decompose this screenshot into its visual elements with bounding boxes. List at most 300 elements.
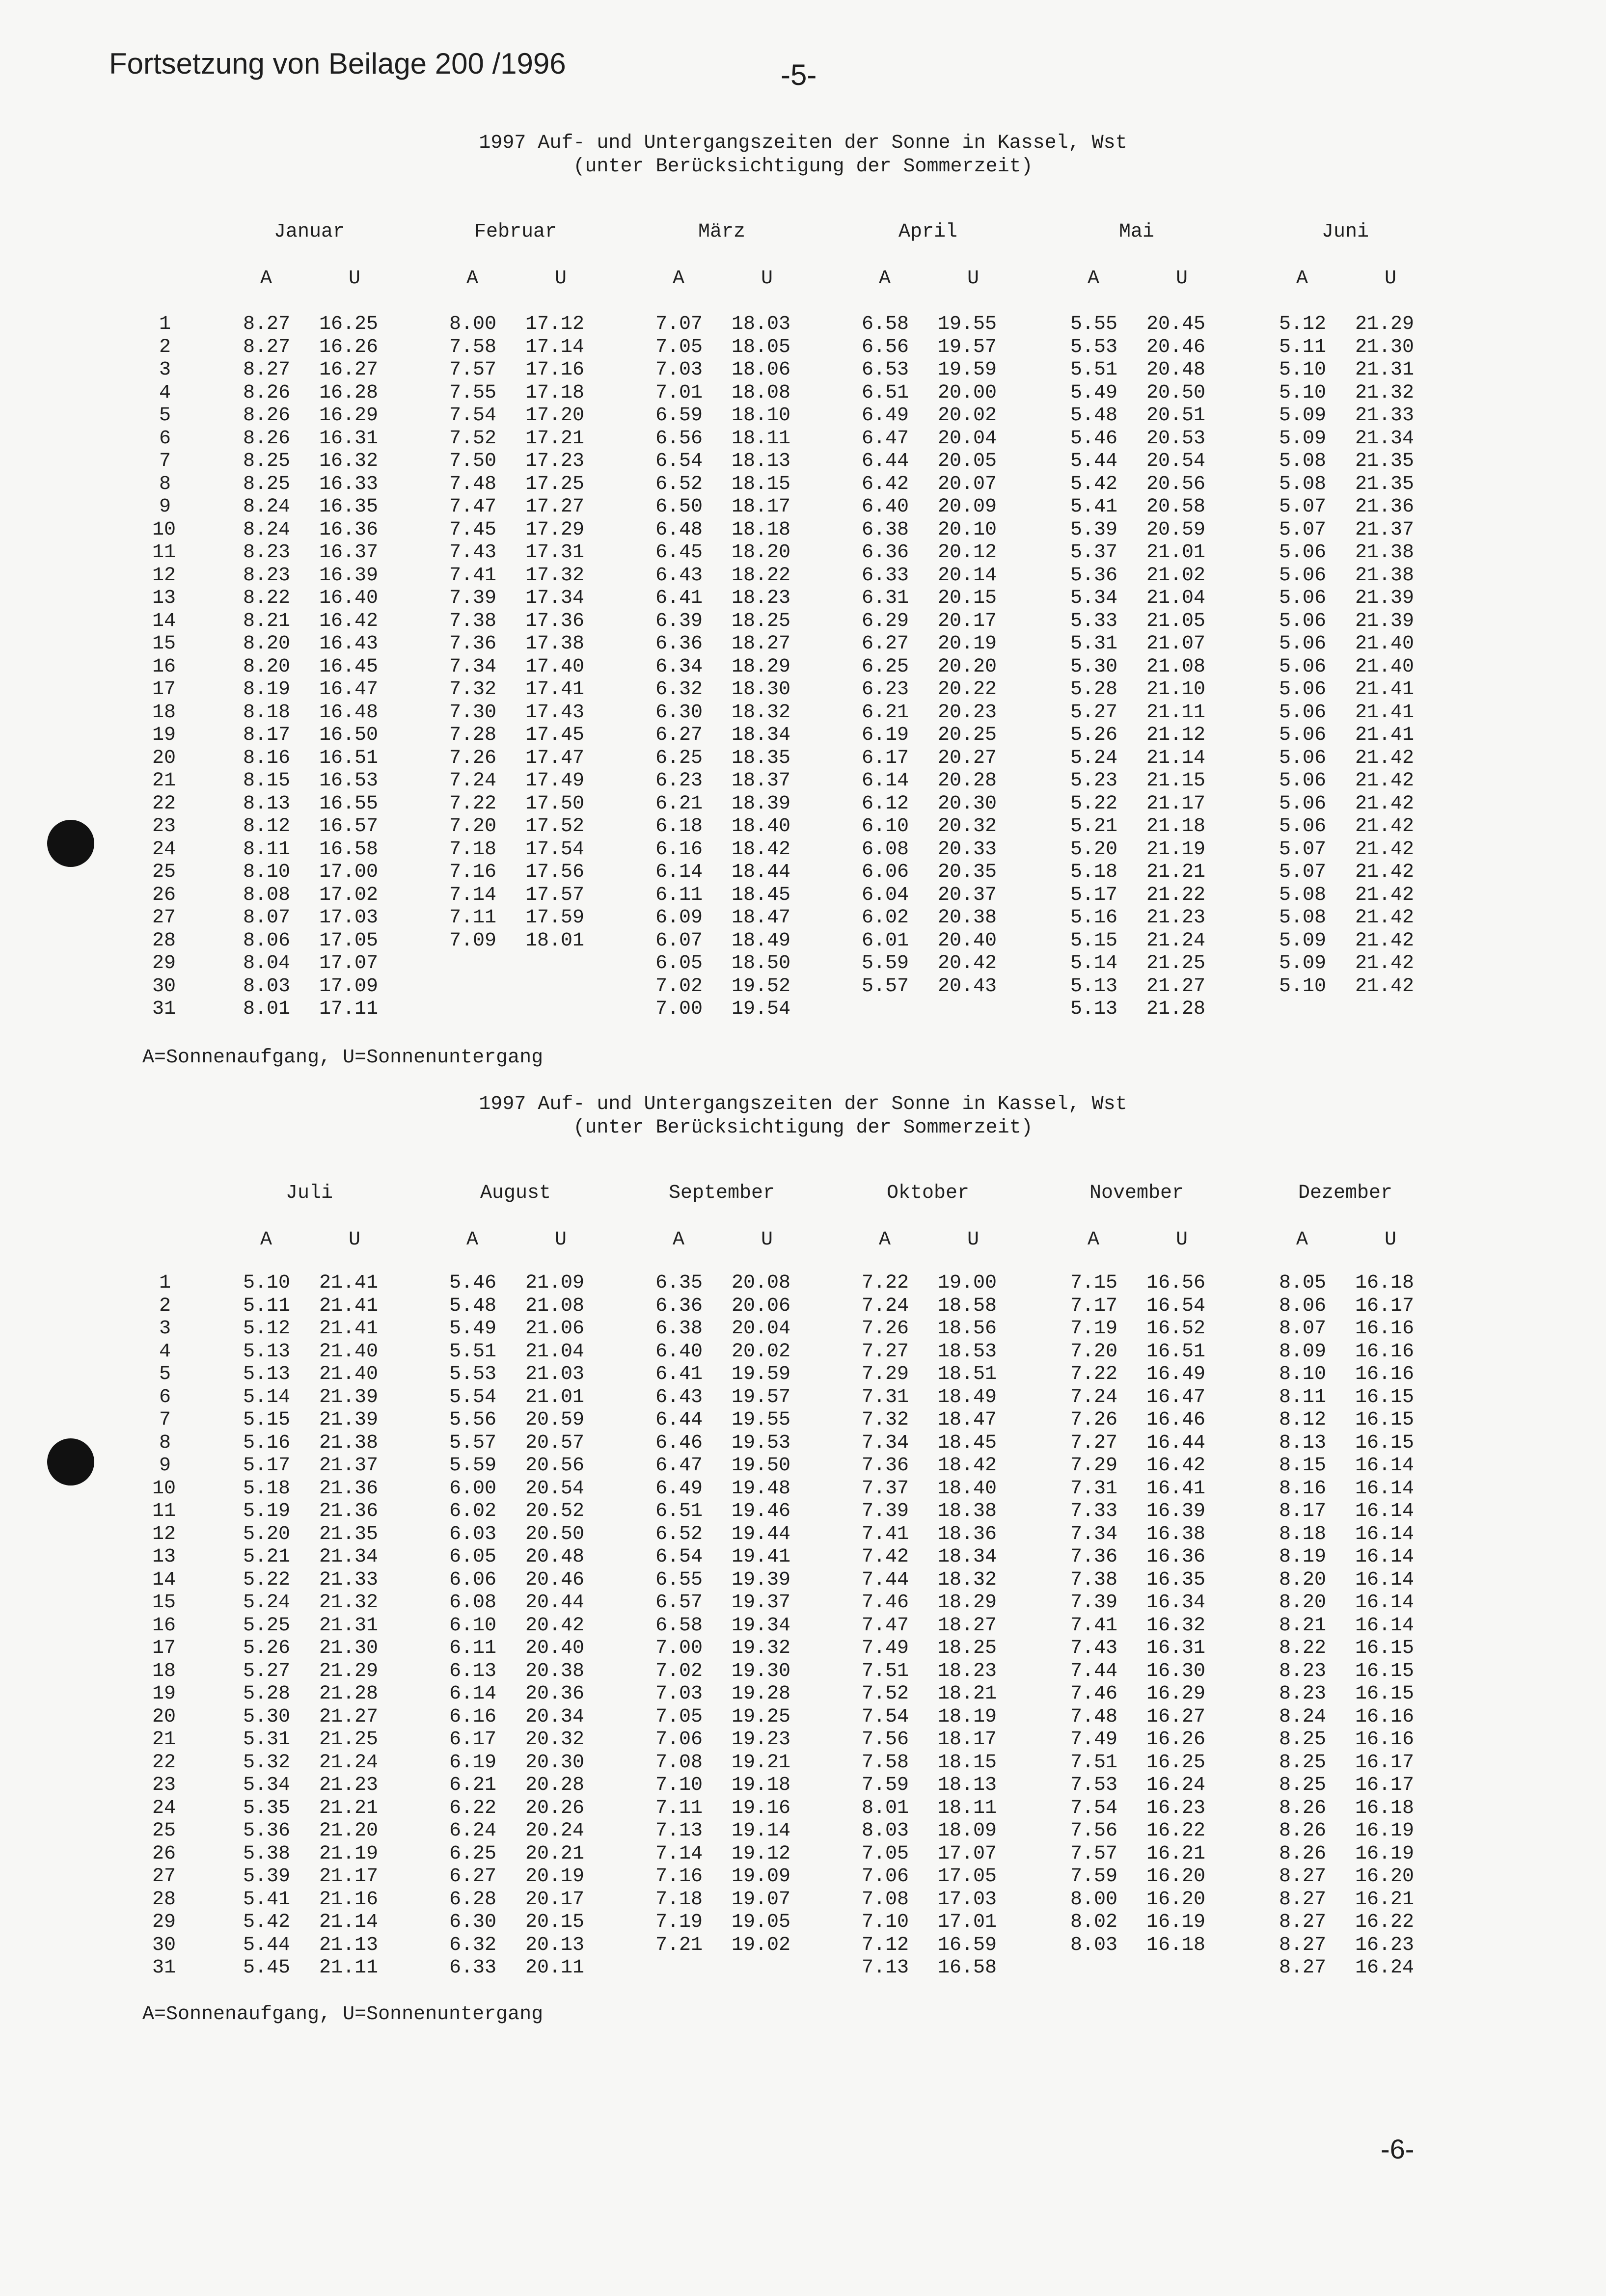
sunrise-cell: 6.25 — [655, 747, 703, 769]
sunrise-cell: 8.26 — [243, 381, 291, 404]
day-number: 7 — [159, 1409, 171, 1431]
sunset-cell: 17.03 — [938, 1888, 997, 1911]
sunrise-cell: 6.29 — [862, 610, 909, 632]
sunrise-cell: 5.10 — [243, 1272, 291, 1294]
table-row — [0, 724, 1606, 747]
sunset-cell: 17.43 — [525, 701, 585, 724]
sunrise-cell: 5.18 — [1070, 861, 1118, 883]
day-number: 5 — [159, 1363, 171, 1385]
sunrise-cell: 8.21 — [1279, 1614, 1327, 1637]
sunrise-cell: 8.01 — [243, 998, 291, 1020]
table-row — [0, 1523, 1606, 1546]
day-number: 6 — [159, 1386, 171, 1408]
sunrise-cell: 7.41 — [449, 564, 497, 587]
sunrise-cell: 5.44 — [243, 1934, 291, 1956]
sunrise-cell: 7.33 — [1070, 1500, 1118, 1522]
day-number: 8 — [159, 473, 171, 495]
sunset-cell: 21.41 — [319, 1295, 379, 1317]
sunset-cell: 17.40 — [525, 655, 585, 678]
sunset-cell: 19.02 — [732, 1934, 791, 1956]
day-number: 28 — [152, 1888, 176, 1911]
sunrise-cell: 8.27 — [1279, 1911, 1327, 1933]
day-number: 31 — [152, 1957, 176, 1979]
sunrise-cell: 5.53 — [1070, 336, 1118, 358]
sunrise-cell: 5.41 — [243, 1888, 291, 1911]
sunset-cell: 18.20 — [732, 541, 791, 564]
sunset-cell: 16.20 — [1146, 1888, 1206, 1911]
sunset-cell: 18.36 — [938, 1523, 997, 1545]
sunrise-cell: 5.06 — [1279, 747, 1327, 769]
sunrise-cell: 5.17 — [1070, 884, 1118, 906]
sunset-cell: 18.45 — [732, 884, 791, 906]
sunset-cell: 21.40 — [319, 1363, 379, 1385]
sunset-cell: 16.31 — [1146, 1637, 1206, 1659]
sunset-cell: 17.20 — [525, 405, 585, 427]
day-number: 29 — [152, 952, 176, 974]
sunrise-cell: 7.22 — [862, 1272, 909, 1294]
sunrise-cell: 8.18 — [243, 701, 291, 724]
sunrise-cell: 5.07 — [1279, 861, 1327, 883]
sunset-cell: 16.14 — [1355, 1455, 1415, 1477]
sunrise-cell: 6.11 — [655, 884, 703, 906]
sunrise-cell: 5.44 — [1070, 450, 1118, 472]
sunset-cell: 21.13 — [319, 1934, 379, 1956]
sunrise-cell: 6.56 — [655, 427, 703, 450]
table-row — [0, 793, 1606, 816]
sunset-cell: 21.38 — [1355, 564, 1415, 587]
sunset-cell: 20.33 — [938, 838, 997, 861]
sunrise-cell: 5.08 — [1279, 450, 1327, 472]
sunrise-cell: 8.12 — [1279, 1409, 1327, 1431]
sunrise-cell: 5.49 — [449, 1318, 497, 1340]
sunset-cell: 20.15 — [525, 1911, 585, 1933]
sunset-cell: 20.00 — [938, 381, 997, 404]
sunset-cell: 20.51 — [1146, 405, 1206, 427]
sunrise-cell: 5.59 — [862, 952, 909, 974]
sunrise-cell: 5.31 — [243, 1729, 291, 1751]
sunrise-cell: 7.00 — [655, 998, 703, 1020]
sunrise-cell: 7.58 — [862, 1751, 909, 1774]
sunrise-cell: 6.17 — [862, 747, 909, 769]
sunrise-cell: 5.09 — [1279, 405, 1327, 427]
sunset-cell: 17.01 — [938, 1911, 997, 1933]
sunset-cell: 17.54 — [525, 838, 585, 861]
sunrise-cell: 7.37 — [862, 1477, 909, 1500]
sunset-cell: 16.17 — [1355, 1774, 1415, 1796]
sunrise-cell: 7.18 — [655, 1888, 703, 1911]
sunrise-cell: 7.01 — [655, 381, 703, 404]
sunrise-cell: 5.14 — [1070, 952, 1118, 974]
sunrise-cell: 5.57 — [449, 1432, 497, 1454]
day-number: 3 — [159, 1318, 171, 1340]
table-row — [0, 1957, 1606, 1980]
month-header: Juni — [1321, 221, 1369, 243]
sunset-cell: 16.44 — [1146, 1432, 1206, 1454]
sunrise-cell: 7.36 — [862, 1455, 909, 1477]
col-header-u: U — [1385, 1229, 1397, 1251]
sunset-cell: 16.16 — [1355, 1729, 1415, 1751]
sunrise-cell: 6.54 — [655, 450, 703, 472]
table-row — [0, 565, 1606, 588]
table-row — [0, 702, 1606, 725]
sunset-cell: 21.30 — [319, 1637, 379, 1659]
sunrise-cell: 7.53 — [1070, 1774, 1118, 1796]
sunrise-cell: 6.16 — [655, 838, 703, 861]
sunrise-cell: 6.34 — [655, 655, 703, 678]
sunset-cell: 20.42 — [938, 952, 997, 974]
sunrise-cell: 7.39 — [862, 1500, 909, 1522]
sunrise-cell: 7.48 — [1070, 1705, 1118, 1728]
sunrise-cell: 6.21 — [862, 701, 909, 724]
sunset-cell: 21.42 — [1355, 929, 1415, 952]
day-number: 16 — [152, 1614, 176, 1637]
sunset-cell: 19.50 — [732, 1455, 791, 1477]
sunset-cell: 21.40 — [1355, 655, 1415, 678]
table-row — [0, 1660, 1606, 1683]
sunrise-cell: 8.20 — [1279, 1592, 1327, 1614]
sunset-cell: 20.17 — [525, 1888, 585, 1911]
sunrise-cell: 6.21 — [449, 1774, 497, 1796]
sunset-cell: 21.40 — [319, 1340, 379, 1363]
sunset-cell: 21.07 — [1146, 633, 1206, 655]
sunrise-cell: 8.07 — [1279, 1318, 1327, 1340]
sunrise-cell: 5.27 — [1070, 701, 1118, 724]
sunset-cell: 21.42 — [1355, 884, 1415, 906]
sunrise-cell: 7.47 — [449, 496, 497, 518]
sunrise-cell: 7.15 — [1070, 1272, 1118, 1294]
table-row — [0, 1318, 1606, 1341]
sunrise-cell: 7.54 — [862, 1705, 909, 1728]
sunset-cell: 20.38 — [525, 1660, 585, 1682]
table-row — [0, 313, 1606, 336]
sunrise-cell: 8.09 — [1279, 1340, 1327, 1363]
sunrise-cell: 5.09 — [1279, 952, 1327, 974]
sunset-cell: 16.42 — [319, 610, 379, 632]
sunrise-cell: 5.55 — [1070, 313, 1118, 335]
sunrise-cell: 5.42 — [243, 1911, 291, 1933]
sunset-cell: 18.11 — [732, 427, 791, 450]
sunset-cell: 18.35 — [732, 747, 791, 769]
table-row — [0, 1706, 1606, 1729]
sunset-cell: 16.51 — [1146, 1340, 1206, 1363]
sunset-cell: 16.48 — [319, 701, 379, 724]
table-row — [0, 473, 1606, 496]
sunrise-cell: 6.42 — [862, 473, 909, 495]
sunrise-cell: 5.24 — [1070, 747, 1118, 769]
sunrise-cell: 5.21 — [1070, 815, 1118, 837]
sunrise-cell: 8.25 — [1279, 1751, 1327, 1774]
sunrise-cell: 8.06 — [1279, 1295, 1327, 1317]
sunset-cell: 16.29 — [1146, 1683, 1206, 1705]
table-row — [0, 1432, 1606, 1455]
day-number: 14 — [152, 610, 176, 632]
sunrise-cell: 8.17 — [243, 724, 291, 746]
table-row — [0, 405, 1606, 428]
sunset-cell: 21.41 — [1355, 678, 1415, 701]
table-row — [0, 587, 1606, 610]
sunrise-cell: 7.18 — [449, 838, 497, 861]
sunset-cell: 18.19 — [938, 1705, 997, 1728]
sunset-cell: 17.05 — [319, 929, 379, 952]
sunset-cell: 18.27 — [732, 633, 791, 655]
sunset-cell: 17.32 — [525, 564, 585, 587]
sunrise-cell: 7.13 — [655, 1820, 703, 1842]
sunset-cell: 21.24 — [319, 1751, 379, 1774]
sunset-cell: 21.12 — [1146, 724, 1206, 746]
sunset-cell: 18.27 — [938, 1614, 997, 1637]
sunrise-cell: 6.23 — [655, 770, 703, 792]
sunset-cell: 17.49 — [525, 770, 585, 792]
day-number: 25 — [152, 861, 176, 883]
sunrise-cell: 8.03 — [243, 975, 291, 998]
sunset-cell: 16.46 — [1146, 1409, 1206, 1431]
sunrise-cell: 7.31 — [862, 1386, 909, 1408]
sunrise-cell: 6.39 — [655, 610, 703, 632]
col-header-u: U — [761, 268, 773, 290]
sunset-cell: 16.32 — [1146, 1614, 1206, 1637]
sunset-cell: 21.11 — [1146, 701, 1206, 724]
sunrise-cell: 7.21 — [655, 1934, 703, 1956]
sunset-cell: 20.48 — [1146, 359, 1206, 381]
sunrise-cell: 6.40 — [862, 496, 909, 518]
sunrise-cell: 6.17 — [449, 1729, 497, 1751]
day-number: 1 — [159, 1272, 171, 1294]
sunrise-cell: 6.40 — [655, 1340, 703, 1363]
footnote: A=Sonnenaufgang, U=Sonnenuntergang — [142, 1047, 544, 1069]
day-number: 20 — [152, 747, 176, 769]
sunset-cell: 18.06 — [732, 359, 791, 381]
col-header-u: U — [967, 1229, 980, 1251]
sunrise-cell: 7.26 — [1070, 1409, 1118, 1431]
sunset-cell: 16.17 — [1355, 1751, 1415, 1774]
sunrise-cell: 6.19 — [449, 1751, 497, 1774]
sunrise-cell: 7.24 — [449, 770, 497, 792]
table-row — [0, 1478, 1606, 1501]
sunrise-cell: 7.47 — [862, 1614, 909, 1637]
table-row — [0, 1615, 1606, 1638]
sunrise-cell: 5.54 — [449, 1386, 497, 1408]
sunset-cell: 21.04 — [1146, 587, 1206, 609]
sunset-cell: 18.29 — [732, 655, 791, 678]
sunrise-cell: 6.33 — [449, 1957, 497, 1979]
col-header-a: A — [1296, 1229, 1308, 1251]
day-number: 21 — [152, 1729, 176, 1751]
sunrise-cell: 8.10 — [243, 861, 291, 883]
sunset-cell: 21.20 — [319, 1820, 379, 1842]
sunset-cell: 21.29 — [1355, 313, 1415, 335]
sunrise-cell: 5.20 — [243, 1523, 291, 1545]
day-number: 31 — [152, 998, 176, 1020]
sunset-cell: 20.32 — [525, 1729, 585, 1751]
col-header-u: U — [349, 1229, 361, 1251]
day-number: 19 — [152, 1683, 176, 1705]
sunrise-cell: 8.00 — [1070, 1888, 1118, 1911]
sunset-cell: 16.52 — [1146, 1318, 1206, 1340]
table-row — [0, 930, 1606, 953]
sunset-cell: 20.58 — [1146, 496, 1206, 518]
sunset-cell: 21.01 — [525, 1386, 585, 1408]
col-header-u: U — [555, 268, 567, 290]
col-header-u: U — [349, 268, 361, 290]
sunset-cell: 21.08 — [1146, 655, 1206, 678]
sunrise-cell: 5.06 — [1279, 633, 1327, 655]
day-number: 27 — [152, 907, 176, 929]
day-number: 27 — [152, 1865, 176, 1888]
table-row — [0, 678, 1606, 702]
sunset-cell: 16.17 — [1355, 1295, 1415, 1317]
table-subtitle: (unter Berücksichtigung der Sommerzeit) — [573, 156, 1033, 178]
sunrise-cell: 7.20 — [449, 815, 497, 837]
sunset-cell: 20.02 — [732, 1340, 791, 1363]
day-number: 1 — [159, 313, 171, 335]
sunset-cell: 21.02 — [1146, 564, 1206, 587]
sunset-cell: 16.20 — [1355, 1865, 1415, 1888]
sunset-cell: 17.03 — [319, 907, 379, 929]
sunset-cell: 17.18 — [525, 381, 585, 404]
sunset-cell: 20.05 — [938, 450, 997, 472]
sunrise-cell: 7.09 — [449, 929, 497, 952]
sunset-cell: 20.50 — [1146, 381, 1206, 404]
day-number: 26 — [152, 884, 176, 906]
sunset-cell: 20.10 — [938, 518, 997, 541]
sunrise-cell: 8.00 — [449, 313, 497, 335]
sunrise-cell: 5.06 — [1279, 701, 1327, 724]
sunrise-cell: 8.15 — [243, 770, 291, 792]
sunrise-cell: 6.13 — [449, 1660, 497, 1682]
sunset-cell: 18.13 — [938, 1774, 997, 1796]
sunrise-cell: 7.43 — [449, 541, 497, 564]
sunrise-cell: 5.28 — [243, 1683, 291, 1705]
sunrise-cell: 5.42 — [1070, 473, 1118, 495]
sunset-cell: 17.50 — [525, 792, 585, 815]
sunset-cell: 20.34 — [525, 1705, 585, 1728]
sunrise-cell: 7.58 — [449, 336, 497, 358]
sunset-cell: 20.08 — [732, 1272, 791, 1294]
sunrise-cell: 6.06 — [862, 861, 909, 883]
table-row — [0, 541, 1606, 565]
sunrise-cell: 7.39 — [1070, 1592, 1118, 1614]
sunset-cell: 18.53 — [938, 1340, 997, 1363]
sunrise-cell: 8.03 — [862, 1820, 909, 1842]
sunset-cell: 16.30 — [1146, 1660, 1206, 1682]
sunset-cell: 20.28 — [938, 770, 997, 792]
day-number: 14 — [152, 1568, 176, 1591]
sunset-cell: 21.30 — [1355, 336, 1415, 358]
table-row — [0, 1546, 1606, 1569]
sunset-cell: 20.28 — [525, 1774, 585, 1796]
table-body — [0, 313, 1606, 1021]
sunrise-cell: 5.41 — [1070, 496, 1118, 518]
sunset-cell: 19.59 — [938, 359, 997, 381]
day-number: 17 — [152, 1637, 176, 1659]
sunset-cell: 21.18 — [1146, 815, 1206, 837]
sunrise-cell: 5.56 — [449, 1409, 497, 1431]
sunset-cell: 20.30 — [525, 1751, 585, 1774]
sunrise-cell: 5.09 — [1279, 929, 1327, 952]
sunset-cell: 21.31 — [319, 1614, 379, 1637]
sunset-cell: 21.41 — [1355, 724, 1415, 746]
sunrise-cell: 6.45 — [655, 541, 703, 564]
day-number: 16 — [152, 655, 176, 678]
table-row — [0, 382, 1606, 405]
sunset-cell: 19.28 — [732, 1683, 791, 1705]
sunset-cell: 18.34 — [732, 724, 791, 746]
day-number: 11 — [152, 1500, 176, 1522]
table-row — [0, 656, 1606, 679]
sunset-cell: 16.22 — [1355, 1911, 1415, 1933]
sunset-cell: 21.24 — [1146, 929, 1206, 952]
sunset-cell: 20.38 — [938, 907, 997, 929]
sunrise-cell: 5.34 — [1070, 587, 1118, 609]
sunset-cell: 19.21 — [732, 1751, 791, 1774]
sunrise-cell: 7.46 — [1070, 1683, 1118, 1705]
sunrise-cell: 8.15 — [1279, 1455, 1327, 1477]
month-header: Oktober — [886, 1182, 970, 1204]
sunset-cell: 21.06 — [525, 1318, 585, 1340]
sunrise-cell: 6.51 — [862, 381, 909, 404]
sunset-cell: 21.17 — [319, 1865, 379, 1888]
sunset-cell: 18.15 — [938, 1751, 997, 1774]
table-row — [0, 1500, 1606, 1523]
sunrise-cell: 5.34 — [243, 1774, 291, 1796]
sunrise-cell: 7.52 — [449, 427, 497, 450]
sunset-cell: 20.46 — [1146, 336, 1206, 358]
sunset-cell: 18.18 — [732, 518, 791, 541]
sunrise-cell: 7.32 — [862, 1409, 909, 1431]
sunset-cell: 16.14 — [1355, 1614, 1415, 1637]
sunset-cell: 20.04 — [732, 1318, 791, 1340]
sunrise-cell: 5.06 — [1279, 678, 1327, 701]
sunrise-cell: 6.36 — [655, 1295, 703, 1317]
sunrise-cell: 8.26 — [1279, 1820, 1327, 1842]
sunrise-cell: 6.53 — [862, 359, 909, 381]
sunset-cell: 16.14 — [1355, 1546, 1415, 1568]
sunset-cell: 17.07 — [938, 1842, 997, 1865]
table-row — [0, 1911, 1606, 1934]
sunset-cell: 16.49 — [1146, 1363, 1206, 1385]
sunset-cell: 21.11 — [319, 1957, 379, 1979]
sunrise-cell: 8.07 — [243, 907, 291, 929]
table-subtitle: (unter Berücksichtigung der Sommerzeit) — [573, 1117, 1033, 1139]
sunset-cell: 18.30 — [732, 678, 791, 701]
sunrise-cell: 6.22 — [449, 1797, 497, 1819]
sunrise-cell: 7.20 — [1070, 1340, 1118, 1363]
col-header-a: A — [260, 1229, 272, 1251]
sunset-cell: 18.08 — [732, 381, 791, 404]
sunrise-cell: 6.10 — [449, 1614, 497, 1637]
sunset-cell: 20.17 — [938, 610, 997, 632]
sunrise-cell: 6.59 — [655, 405, 703, 427]
sunset-cell: 16.37 — [319, 541, 379, 564]
sunrise-cell: 6.06 — [449, 1568, 497, 1591]
sunset-cell: 18.44 — [732, 861, 791, 883]
sunset-cell: 18.42 — [732, 838, 791, 861]
sunset-cell: 18.25 — [938, 1637, 997, 1659]
sunrise-cell: 7.54 — [1070, 1797, 1118, 1819]
table-row — [0, 450, 1606, 473]
sunset-cell: 16.25 — [319, 313, 379, 335]
sunset-cell: 20.57 — [525, 1432, 585, 1454]
table-row — [0, 610, 1606, 633]
sunrise-cell: 8.02 — [1070, 1911, 1118, 1933]
sunrise-cell: 6.02 — [449, 1500, 497, 1522]
sunrise-cell: 5.26 — [243, 1637, 291, 1659]
table-row — [0, 1683, 1606, 1706]
sunrise-cell: 8.23 — [243, 541, 291, 564]
table-row — [0, 1797, 1606, 1820]
table-row — [0, 1843, 1606, 1866]
sunrise-cell: 8.11 — [1279, 1386, 1327, 1408]
